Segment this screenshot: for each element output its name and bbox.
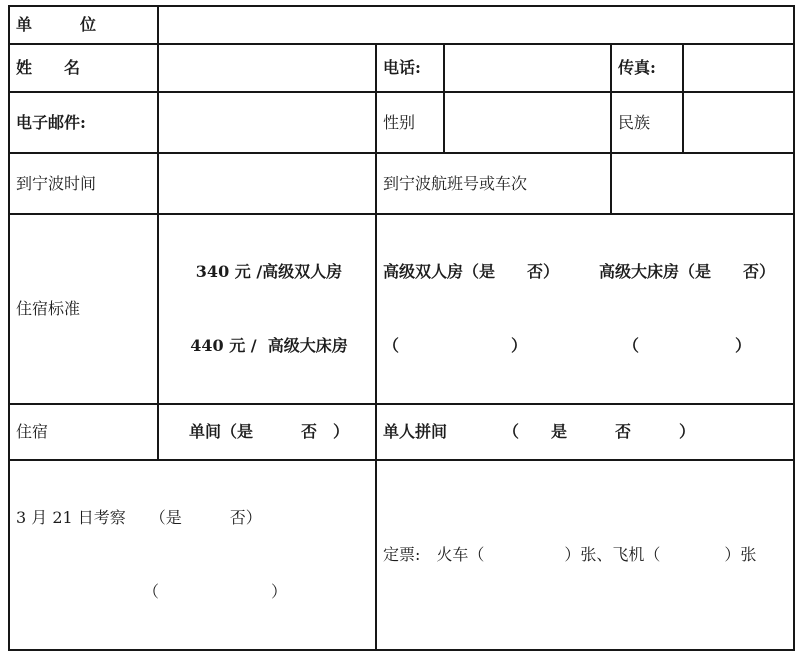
fax-label: 传真: — [611, 44, 683, 92]
row-name-phone-fax — [9, 44, 794, 92]
ethnic-input-cell[interactable] — [683, 92, 794, 153]
name-label: 姓 名 — [9, 44, 158, 92]
row-inspection-ticket — [9, 460, 794, 650]
room-options-cell[interactable] — [376, 214, 794, 404]
gender-label: 性别 — [376, 92, 444, 153]
registration-table — [8, 5, 795, 651]
ticket-booking-cell[interactable]: 定票: 火车（ ）张、飞机（ ）张 — [376, 460, 794, 650]
inspection-line1: 3 月 21 日考察 （是 否） — [16, 508, 262, 527]
row-unit — [9, 6, 794, 44]
arrival-time-label: 到宁波时间 — [9, 153, 158, 214]
name-input-cell[interactable] — [158, 44, 376, 92]
room-options-line2: （ ） （ ） — [383, 336, 752, 355]
room-options-line1: 高级双人房（是 否） 高级大床房（是 否） — [383, 262, 776, 281]
email-input-cell[interactable] — [158, 92, 376, 153]
row-arrival — [9, 153, 794, 214]
unit-input-cell[interactable] — [158, 6, 794, 44]
row-room-standard — [9, 214, 794, 404]
arrival-time-input-cell[interactable] — [158, 153, 376, 214]
gender-input-cell[interactable] — [444, 92, 611, 153]
phone-label: 电话: — [376, 44, 444, 92]
lodging-label: 住宿 — [9, 404, 158, 460]
ethnic-label: 民族 — [611, 92, 683, 153]
email-label: 电子邮件: — [9, 92, 158, 153]
fax-input-cell[interactable] — [683, 44, 794, 92]
unit-label: 单 位 — [9, 6, 158, 44]
transport-input-cell[interactable] — [611, 153, 794, 214]
row-email-gender-ethnic — [9, 92, 794, 153]
inspection-line2: （ ） — [143, 582, 288, 601]
room-price-line2: 440 元 / 高级大床房 — [190, 336, 348, 355]
phone-input-cell[interactable] — [444, 44, 611, 92]
room-price-line1: 340 元 /高级双人房 — [195, 262, 343, 281]
room-price-cell — [158, 214, 376, 404]
transport-label: 到宁波航班号或车次 — [376, 153, 611, 214]
inspection-option-cell[interactable] — [9, 460, 376, 650]
shared-room-option-cell[interactable]: 单人拼间 （ 是 否 ） — [376, 404, 794, 460]
room-standard-label: 住宿标准 — [9, 214, 158, 404]
single-room-option-cell[interactable]: 单间（是 否 ） — [158, 404, 376, 460]
row-lodging — [9, 404, 794, 460]
